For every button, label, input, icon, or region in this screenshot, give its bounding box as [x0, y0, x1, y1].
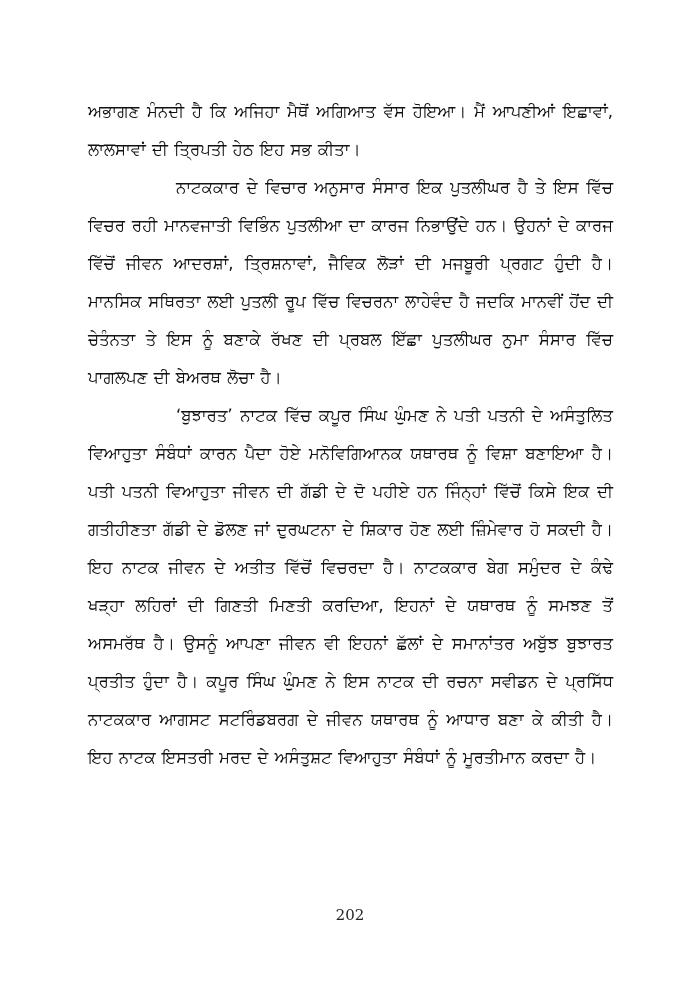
page-number: 202 [335, 906, 365, 924]
body-text [88, 93, 613, 777]
paragraph-1: ਅਭਾਗਣ ਮੰਨਦੀ ਹੈ ਕਿ ਅਜਿਹਾ ਮੈਥੋਂ ਅਗਿਆਤ ਵੱਸ ਹੋਇਆ। ਮੈਂ ਆਪਣੀਆਂ ਇਛਾਵਾਂ, ਲਾਲਸਾਵਾਂ ਦੀ ਤ੍ਰਿਪਤੀ ਹੇਠ ਇਹ ਸਭ ਕੀਤਾ। [88, 102, 613, 159]
paragraph-3: ‘ਬੁਝਾਰਤ’ ਨਾਟਕ ਵਿੱਚ ਕਪੂਰ ਸਿੰਘ ਘੁੰਮਣ ਨੇ ਪਤੀ ਪਤਨੀ ਦੇ ਅਸੰਤੁਲਿਤ ਵਿਆਹੁਤਾ ਸੰਬੰਧਾਂ ਕਾਰਨ ਪੈਦਾ ਹੋਏ ਮਨੋਵਿਗਿਆਨਕ ਯਥਾਰਥ ਨੂੰ ਵਿਸ਼ਾ ਬਣਾਇਆ ਹੈ। ਪਤੀ ਪਤਨੀ ਵਿਆਹੁਤਾ ਜੀਵਨ ਦੀ ਗੱਡੀ ਦੇ ਦੋ ਪਹੀਏ ਹਨ ਜਿੰਨ੍ਹਾਂ ਵਿੱਚੋਂ ਕਿਸੇ ਇਕ ਦੀ ਗਤੀਹੀਣਤਾ ਗੱਡੀ ਦੇ ਡੋਲਣ ਜਾਂ ਦੁਰਘਟਨਾ ਦੇ ਸ਼ਿਕਾਰ ਹੋਣ ਲਈ ਜ਼ਿੰਮੇਵਾਰ ਹੋ ਸਕਦੀ ਹੈ। ਇਹ ਨਾਟਕ ਜੀਵਨ ਦੇ ਅਤੀਤ ਵਿੱਚੋਂ ਵਿਚਰਦਾ ਹੈ। ਨਾਟਕਕਾਰ ਬੇਗ ਸਮੁੰਦਰ ਦੇ ਕੰਢੇ ਖੜ੍ਹਾ ਲਹਿਰਾਂ ਦੀ ਗਿਣਤੀ ਮਿਣਤੀ ਕਰਦਿਆ, ਇਹਨਾਂ ਦੇ ਯਥਾਰਥ ਨੂੰ ਸਮਝਣ ਤੋਂ ਅਸਮਰੱਥ ਹੈ। ਉਸਨੂੰ ਆਪਣਾ ਜੀਵਨ ਵੀ ਇਹਨਾਂ ਛੱਲਾਂ ਦੇ ਸਮਾਨਾਂਤਰ ਅਬੁੱਝ ਬੁਝਾਰਤ ਪ੍ਰਤੀਤ ਹੁੰਦਾ ਹੈ। ਕਪੂਰ ਸਿੰਘ ਘੁੰਮਣ ਨੇ ਇਸ ਨਾਟਕ ਦੀ ਰਚਨਾ ਸਵੀਡਨ ਦੇ ਪ੍ਰਸਿੱਧ ਨਾਟਕਕਾਰ ਆਗਸਟ ਸਟਰਿੰਡਬਰਗ ਦੇ ਜੀਵਨ ਯਥਾਰਥ ਨੂੰ ਆਧਾਰ ਬਣਾ ਕੇ ਕੀਤੀ ਹੈ। ਇਹ ਨਾਟਕ ਇਸਤਰੀ ਮਰਦ ਦੇ ਅਸੰਤੁਸ਼ਟ ਵਿਆਹੁਤਾ ਸੰਬੰਧਾਂ ਨੂੰ ਮੂਰਤੀਮਾਨ ਕਰਦਾ ਹੈ। [88, 406, 613, 767]
paragraph-2: ਨਾਟਕਕਾਰ ਦੇ ਵਿਚਾਰ ਅਨੁਸਾਰ ਸੰਸਾਰ ਇਕ ਪੁਤਲੀਘਰ ਹੈ ਤੇ ਇਸ ਵਿੱਚ ਵਿਚਰ ਰਹੀ ਮਾਨਵਜਾਤੀ ਵਿਭਿੰਨ ਪੁਤਲੀਆ ਦਾ ਕਾਰਜ ਨਿਭਾਉਂਦੇ ਹਨ। ਉਹਨਾਂ ਦੇ ਕਾਰਜ ਵਿੱਚੋਂ ਜੀਵਨ ਆਦਰਸ਼ਾਂ, ਤ੍ਰਿਸ਼ਨਾਵਾਂ, ਜੈਵਿਕ ਲੋੜਾਂ ਦੀ ਮਜਬੂਰੀ ਪ੍ਰਗਟ ਹੁੰਦੀ ਹੈ। ਮਾਨਸਿਕ ਸਥਿਰਤਾ ਲਈ ਪੁਤਲੀ ਰੂਪ ਵਿੱਚ ਵਿਚਰਨਾ ਲਾਹੇਵੰਦ ਹੈ ਜਦਕਿ ਮਾਨਵੀਂ ਹੋਂਦ ਦੀ ਚੇਤੰਨਤਾ ਤੇ ਇਸ ਨੂੰ ਬਣਾਕੇ ਰੱਖਣ ਦੀ ਪ੍ਰਬਲ ਇੱਛਾ ਪੁਤਲੀਘਰ ਨੁਮਾ ਸੰਸਾਰ ਵਿੱਚ ਪਾਗਲਪਣ ਦੀ ਬੇਅਰਥ ਲੋਚਾ ਹੈ। [88, 178, 613, 387]
